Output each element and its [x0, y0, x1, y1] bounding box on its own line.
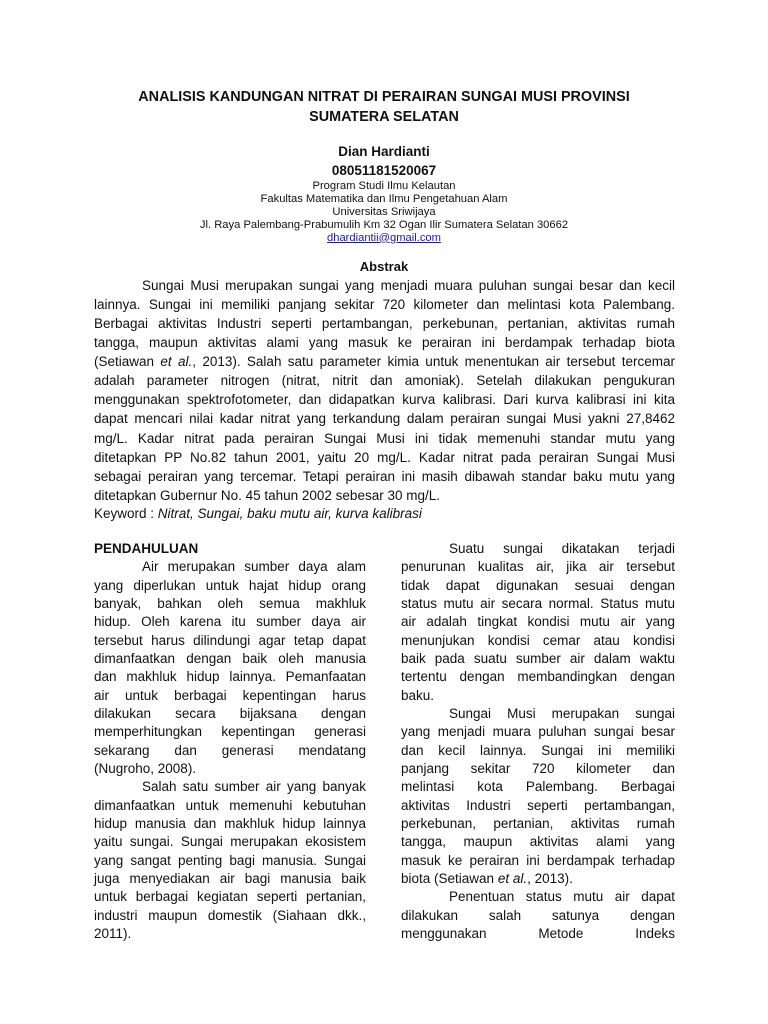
keyword-values: Nitrat, Sungai, baku mutu air, kurva kalibrasi [157, 506, 422, 521]
left-column-line: dan makhluk hidup lainnya. Pemanfaatan [94, 669, 366, 685]
abstract-body [94, 276, 675, 505]
left-column-line: Air merupakan sumber daya alam [142, 559, 366, 575]
left-column-line: dimanfaatkan dengan baik oleh manusia [94, 650, 366, 666]
left-column-line: yang sangat penting bagi manusia. Sungai [94, 852, 366, 868]
left-column-line: untuk berbagai kegiatan seperti pertanian, [94, 889, 366, 905]
right-column-line: baik pada suatu sumber air dalam waktu [401, 650, 675, 666]
right-column-line: tangga, maupun aktivitas alami yang [401, 834, 675, 850]
paper-title [0, 87, 768, 127]
right-column-line: air adalah tingkat kondisi mutu air yang [401, 614, 675, 630]
affiliation-block [0, 180, 768, 245]
left-column-line: yang diperlukan untuk hajat hidup orang [94, 577, 366, 593]
email-link[interactable]: dhardiantii@gmail.com [327, 231, 441, 244]
left-column-line: memperhitungkan kepentingan generasi [94, 724, 366, 740]
right-column-line: tertentu dengan membandingkan dengan [401, 669, 675, 685]
left-column-line: dilakukan secara bijaksana dengan [94, 705, 366, 721]
abstract-line: lainnya. Sungai ini memiliki panjang sekitar 720 kilometer dan melintasi kota Palembang. [94, 297, 675, 313]
left-column-line: hidup manusia dan makhluk hidup lainnya [94, 815, 366, 831]
left-column-body [94, 558, 366, 943]
right-column-line: perkebunan, pertanian, aktivitas rumah [401, 815, 675, 831]
right-column-line: aktivitas Industri seperti pertambangan, [401, 797, 675, 813]
right-column-line: masuk ke perairan ini berdampak terhadap [401, 852, 675, 868]
left-column-line: dimanfaatkan untuk memenuhi kebutuhan [94, 797, 366, 813]
right-column-line: dilakukan salah satunya dengan [401, 907, 675, 923]
left-column-line: Salah satu sumber air yang banyak [142, 779, 366, 795]
right-column-line: Penentuan status mutu air dapat [449, 889, 675, 905]
right-column-line: baku. [401, 687, 435, 703]
right-column-line: panjang sekitar 720 kilometer dan [401, 760, 675, 776]
abstract-line: ditetapkan Gubernur No. 45 tahun 2002 sebesar 30 mg/L. [94, 487, 440, 503]
right-column-line: Suatu sungai dikatakan terjadi [449, 541, 675, 556]
right-column-line: penurunan kualitas air, jika air tersebut [401, 559, 675, 575]
affiliation-program: Program Studi Ilmu Kelautan [312, 180, 456, 192]
left-column-line: juga menyediakan air bagi manusia baik [94, 870, 366, 886]
abstract-line: dapat mencari nilai kadar nitrat yang terkandung dalam perairan sungai Musi yakni 27,8462 [94, 411, 675, 427]
affiliation-address: Jl. Raya Palembang-Prabumulih Km 32 Ogan Ilir Sumatera Selatan 30662 [199, 218, 569, 231]
right-column-line: status mutu air secara normal. Status mutu [401, 595, 675, 611]
abstract-line: ditetapkan PP No.82 tahun 2001, yaitu 20 mg/L. Kadar nitrat pada perairan Sungai Musi [94, 449, 675, 465]
left-column-line: banyak, bahkan oleh semua makhluk [94, 595, 366, 611]
title-line-1: ANALISIS KANDUNGAN NITRAT DI PERAIRAN SUNGAI MUSI PROVINSI [138, 89, 630, 105]
author-block [0, 142, 768, 180]
abstract-line: (Setiawan et al., 2013). Salah satu parameter kimia untuk menentukan air tersebut tercemar [94, 354, 675, 370]
left-column [94, 540, 366, 943]
keyword-label: Keyword : [94, 506, 158, 521]
right-column-line: tidak dapat digunakan sesuai dengan [401, 577, 675, 593]
abstract-line: adalah parameter nitrogen (nitrat, nitrit dan amoniak). Setelah dilakukan pengukuran [94, 373, 675, 389]
author-name: Dian Hardianti [338, 144, 430, 159]
right-column-line: biota (Setiawan et al., 2013). [401, 870, 573, 886]
abstract-line: tangga, maupun aktivitas alami yang masuk ke perairan ini berdampak terhadap biota [94, 335, 675, 351]
left-column-line: (Nugroho, 2008). [94, 760, 197, 776]
abstract-heading: Abstrak [359, 259, 409, 274]
right-column-line: menunjukan kondisi cemar atau kondisi [401, 632, 675, 648]
right-column-line: dan kecil lainnya. Sungai ini memiliki [401, 742, 675, 758]
left-column-line: industri maupun domestik (Siahaan dkk., [94, 907, 366, 923]
abstract-line: menggunakan spektrofotometer, dan didapatkan kurva kalibrasi. Dari kurva kalibrasi ini kita [94, 392, 675, 408]
affiliation-faculty: Fakultas Matematika dan Ilmu Pengetahuan Alam [260, 192, 508, 205]
abstract-line: sebagai perairan yang tercemar. Tetapi perairan ini masih dibawah standar baku mutu yang [94, 468, 675, 484]
title-line-2: SUMATERA SELATAN [309, 109, 459, 125]
right-column-line: Sungai Musi merupakan sungai [449, 705, 675, 721]
right-column-line: melintasi kota Palembang. Berbagai [401, 779, 675, 795]
left-column-line: sekarang dan generasi mendatang [94, 742, 366, 758]
left-column-line: hidup. Oleh karena itu sumber daya air [94, 614, 366, 630]
right-column-line: yang menjadi muara puluhan sungai besar [401, 724, 675, 740]
left-column-line: yaitu sungai. Sungai merupakan ekosistem [94, 834, 366, 850]
left-column-line: 2011). [94, 925, 132, 941]
abstract-line: mg/L. Kadar nitrat pada perairan Sungai Musi ini tidak memenuhi standar mutu yang [94, 430, 675, 446]
left-column-line: tersebut harus dilindungi agar tetap dapat [94, 632, 366, 648]
author-id: 08051181520067 [331, 163, 437, 178]
left-column-line: air untuk berbagai kepentingan harus [94, 687, 366, 703]
right-column [401, 540, 675, 943]
abstract-line: Berbagai aktivitas Industri seperti pertambangan, perkebunan, pertanian, aktivitas rumah [94, 316, 675, 332]
right-column-line: menggunakan Metode Indeks [401, 925, 675, 941]
abstract-line: Sungai Musi merupakan sungai yang menjadi muara puluhan sungai besar dan kecil [142, 278, 675, 293]
affiliation-university: Universitas Sriwijaya [332, 205, 436, 218]
keyword-line [94, 504, 422, 523]
section-heading-pendahuluan: PENDAHULUAN [94, 541, 199, 556]
